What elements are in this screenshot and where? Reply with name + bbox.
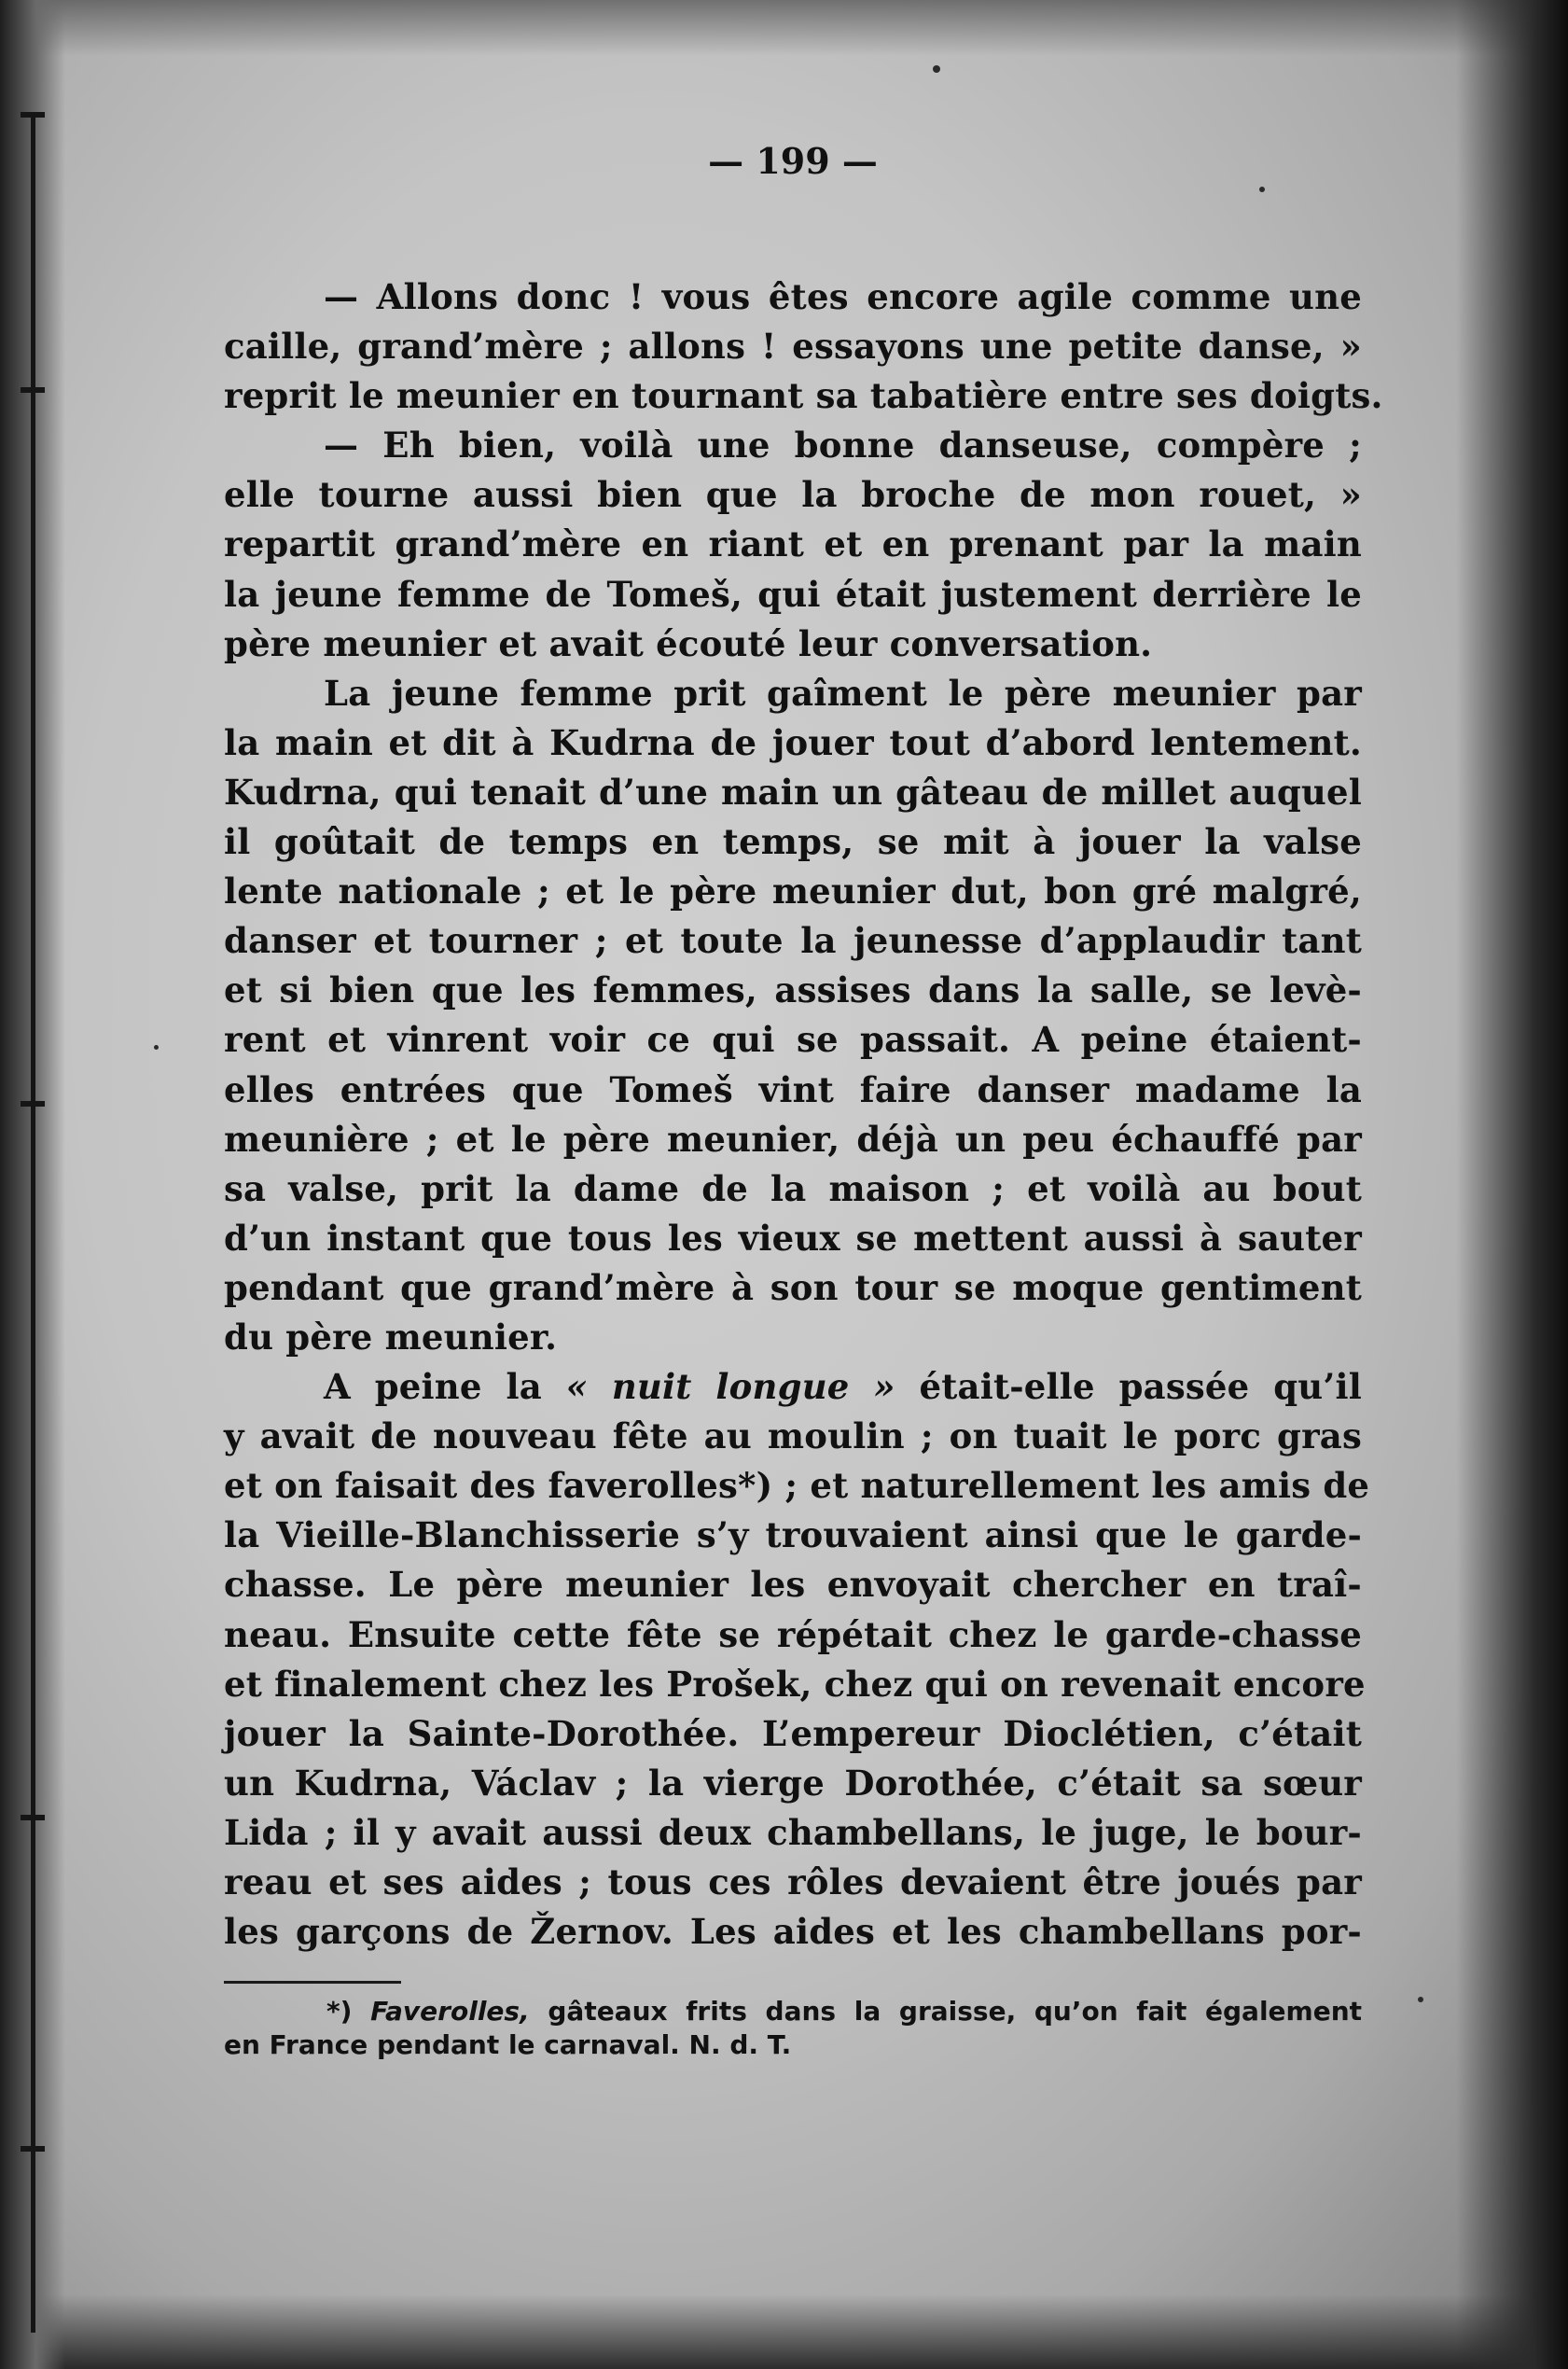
dust-speck xyxy=(933,65,940,73)
right-shadow xyxy=(1456,0,1568,2369)
italic-term: « nuit longue » xyxy=(565,1366,895,1408)
text-line: meunière ; et le père meunier, déjà un peu échauffé par xyxy=(224,1118,1362,1160)
text-line: du père meunier. xyxy=(224,1316,558,1358)
bottom-shadow xyxy=(0,2294,1568,2369)
text-line: la Vieille-Blanchisserie s’y trouvaient ainsi que le garde- xyxy=(224,1514,1362,1556)
footnote-term: Faverolles, xyxy=(370,1996,530,2028)
text-line: neau. Ensuite cette fête se répétait chez le garde-chasse xyxy=(224,1613,1362,1655)
text-line: et finalement chez les Prošek, chez qui on revenait encore xyxy=(224,1663,1366,1705)
text-line: reau et ses aides ; tous ces rôles devaient être joués par xyxy=(224,1861,1362,1902)
text-line: reprit le meunier en tournant sa tabatière entre ses doigts. xyxy=(224,375,1383,417)
text-line: la main et dit à Kudrna de jouer tout d’abord lentement. xyxy=(224,721,1362,763)
text-line: et si bien que les femmes, assises dans la salle, se levè- xyxy=(224,969,1362,1011)
binding-stitch xyxy=(21,1101,45,1107)
text-line: Kudrna, qui tenait d’une main un gâteau de millet auquel xyxy=(224,771,1362,813)
page-text xyxy=(224,140,1383,2062)
text-line: danser et tourner ; et toute la jeunesse d’applaudir tant xyxy=(224,920,1362,962)
binding-stitch xyxy=(21,2146,45,2152)
text-line: — Allons donc ! vous êtes encore agile comme une xyxy=(324,276,1362,317)
body-text xyxy=(224,272,1383,1957)
binding-stitch xyxy=(21,1815,45,1820)
text-line: Lida ; il y avait aussi deux chambellans, le juge, le bour- xyxy=(224,1811,1362,1853)
footnote xyxy=(224,1995,1362,2062)
text-line xyxy=(224,1362,1362,1412)
binding-stitch xyxy=(21,387,45,393)
text-line: chasse. Le père meunier les envoyait chercher en traî- xyxy=(224,1564,1362,1606)
text-fragment: A peine la xyxy=(324,1366,542,1408)
text-line: caille, grand’mère ; allons ! essayons une petite danse, » xyxy=(224,326,1362,368)
footnote-text: gâteaux frits dans la graisse, qu’on fait également xyxy=(548,1996,1363,2028)
text-line: père meunier et avait écouté leur conversation. xyxy=(224,622,1153,664)
text-line: d’un instant que tous les vieux se mettent aussi à sauter xyxy=(224,1217,1362,1259)
footnote-line: en France pendant le carnaval. N. d. T. xyxy=(224,2029,792,2061)
dust-speck xyxy=(154,1045,159,1050)
text-line: un Kudrna, Václav ; la vierge Dorothée, c’était sa sœur xyxy=(224,1762,1362,1804)
text-line: pendant que grand’mère à son tour se moque gentiment xyxy=(224,1266,1362,1308)
text-line: repartit grand’mère en riant et en prenant par la main xyxy=(224,523,1362,565)
binding-stitch xyxy=(21,112,45,118)
text-line: La jeune femme prit gaîment le père meunier par xyxy=(324,672,1362,714)
dust-speck xyxy=(1418,1997,1423,2002)
text-line: et on faisait des faverolles*) ; et naturellement les amis de xyxy=(224,1465,1370,1507)
text-line: sa valse, prit la dame de la maison ; et voilà au bout xyxy=(224,1167,1362,1209)
text-fragment: était-elle passée qu’il xyxy=(919,1366,1362,1408)
text-line: il goûtait de temps en temps, se mit à jouer la valse xyxy=(224,821,1362,863)
footnote-marker: *) xyxy=(326,1996,353,2028)
text-line: la jeune femme de Tomeš, qui était justement derrière le xyxy=(224,573,1362,615)
text-line: elle tourne aussi bien que la broche de mon rouet, » xyxy=(224,474,1362,516)
binding-thread xyxy=(31,112,35,2333)
page-number: — 199 — xyxy=(708,140,878,182)
text-line: elles entrées que Tomeš vint faire danser madame la xyxy=(224,1068,1362,1110)
text-line: lente nationale ; et le père meunier dut, bon gré malgré, xyxy=(224,871,1362,913)
text-line: y avait de nouveau fête au moulin ; on tuait le porc gras xyxy=(224,1415,1362,1457)
text-line: — Eh bien, voilà une bonne danseuse, compère ; xyxy=(324,425,1362,467)
text-line: les garçons de Žernov. Les aides et les chambellans por- xyxy=(224,1911,1362,1953)
text-line: rent et vinrent voir ce qui se passait. A peine étaient- xyxy=(224,1019,1362,1061)
top-shadow xyxy=(0,0,1568,56)
footnote-line xyxy=(224,1995,1362,2028)
footnote-divider xyxy=(224,1981,401,1984)
text-line: jouer la Sainte-Dorothée. L’empereur Dioclétien, c’était xyxy=(224,1712,1362,1754)
